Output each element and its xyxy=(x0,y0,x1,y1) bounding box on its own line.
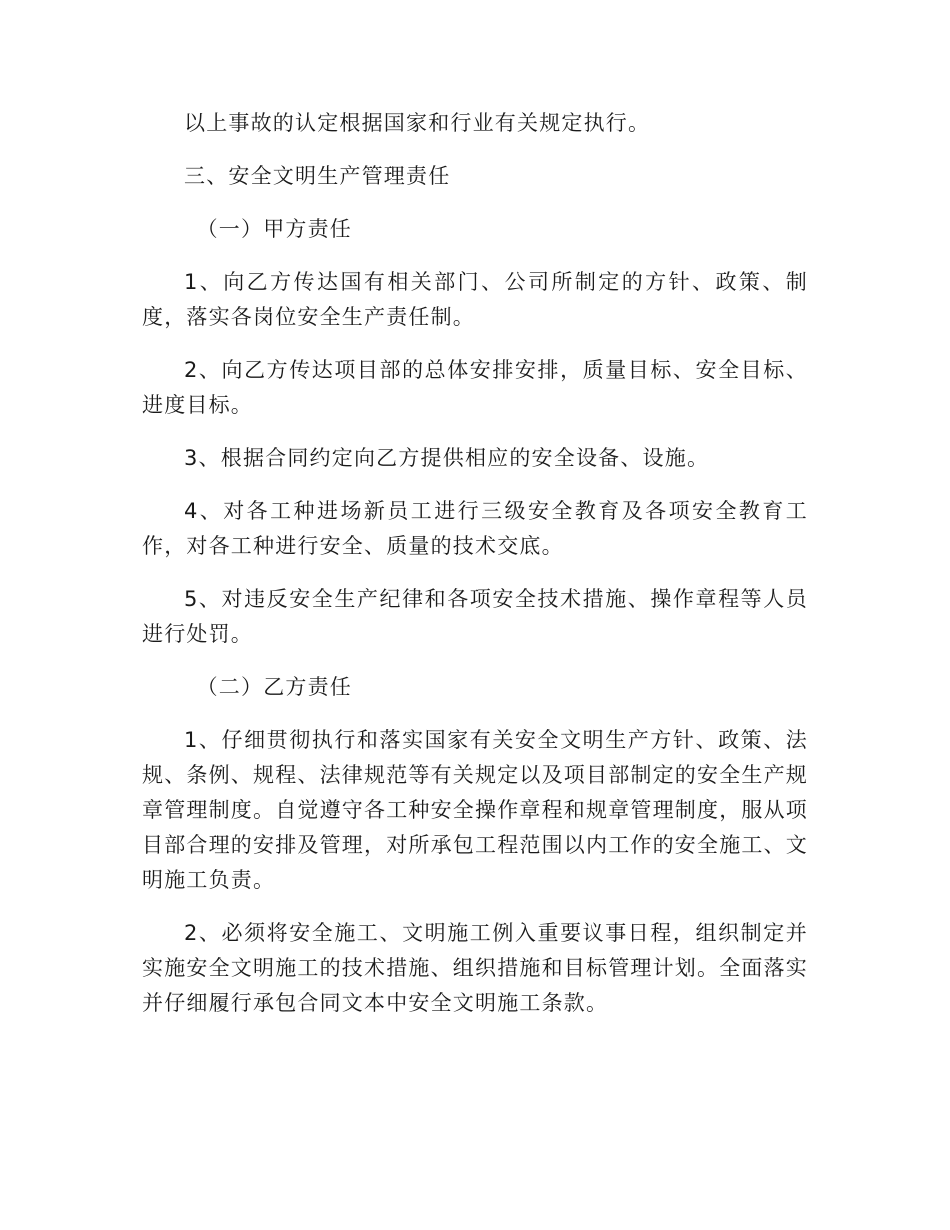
subheading-party-b-responsibility: （二）乙方责任 xyxy=(196,675,352,699)
party-a-item-3: 3、根据合同约定向乙方提供相应的安全设备、设施。 xyxy=(184,446,710,470)
party-a-item-1: 1、向乙方传达国有相关部门、公司所制定的方针、政策、制度，落实各岗位安全生产责任制。 xyxy=(142,270,808,329)
party-b-item-2: 2、必须将安全施工、文明施工例入重要议事日程，组织制定并实施安全文明施工的技术措施、组织措施和目标管理计划。全面落实并仔细履行承包合同文本中安全文明施工条款。 xyxy=(142,921,808,1015)
party-a-item-5: 5、对违反安全生产纪律和各项安全技术措施、操作章程等人员进行处罚。 xyxy=(142,587,808,646)
document-page xyxy=(142,106,808,1039)
paragraph-accident-determination: 以上事故的认定根据国家和行业有关规定执行。 xyxy=(184,111,651,135)
party-a-item-4: 4、对各工种进场新员工进行三级安全教育及各项安全教育工作，对各工种进行安全、质量的技术交底。 xyxy=(142,499,808,558)
subheading-party-a-responsibility: （一）甲方责任 xyxy=(196,217,352,241)
section-heading-safety-responsibility: 三、安全文明生产管理责任 xyxy=(184,164,451,188)
party-b-item-1: 1、仔细贯彻执行和落实国家有关安全文明生产方针、政策、法规、条例、规程、法律规范等有关规定以及项目部制定的安全生产规章管理制度。自觉遵守各工种安全操作章程和规章管理制度，服从项目部合理的安排及管理，对所承包工程范围以内工作的安全施工、文明施工负责。 xyxy=(142,728,808,892)
party-a-item-2: 2、向乙方传达项目部的总体安排安排，质量目标、安全目标、进度目标。 xyxy=(142,358,808,417)
